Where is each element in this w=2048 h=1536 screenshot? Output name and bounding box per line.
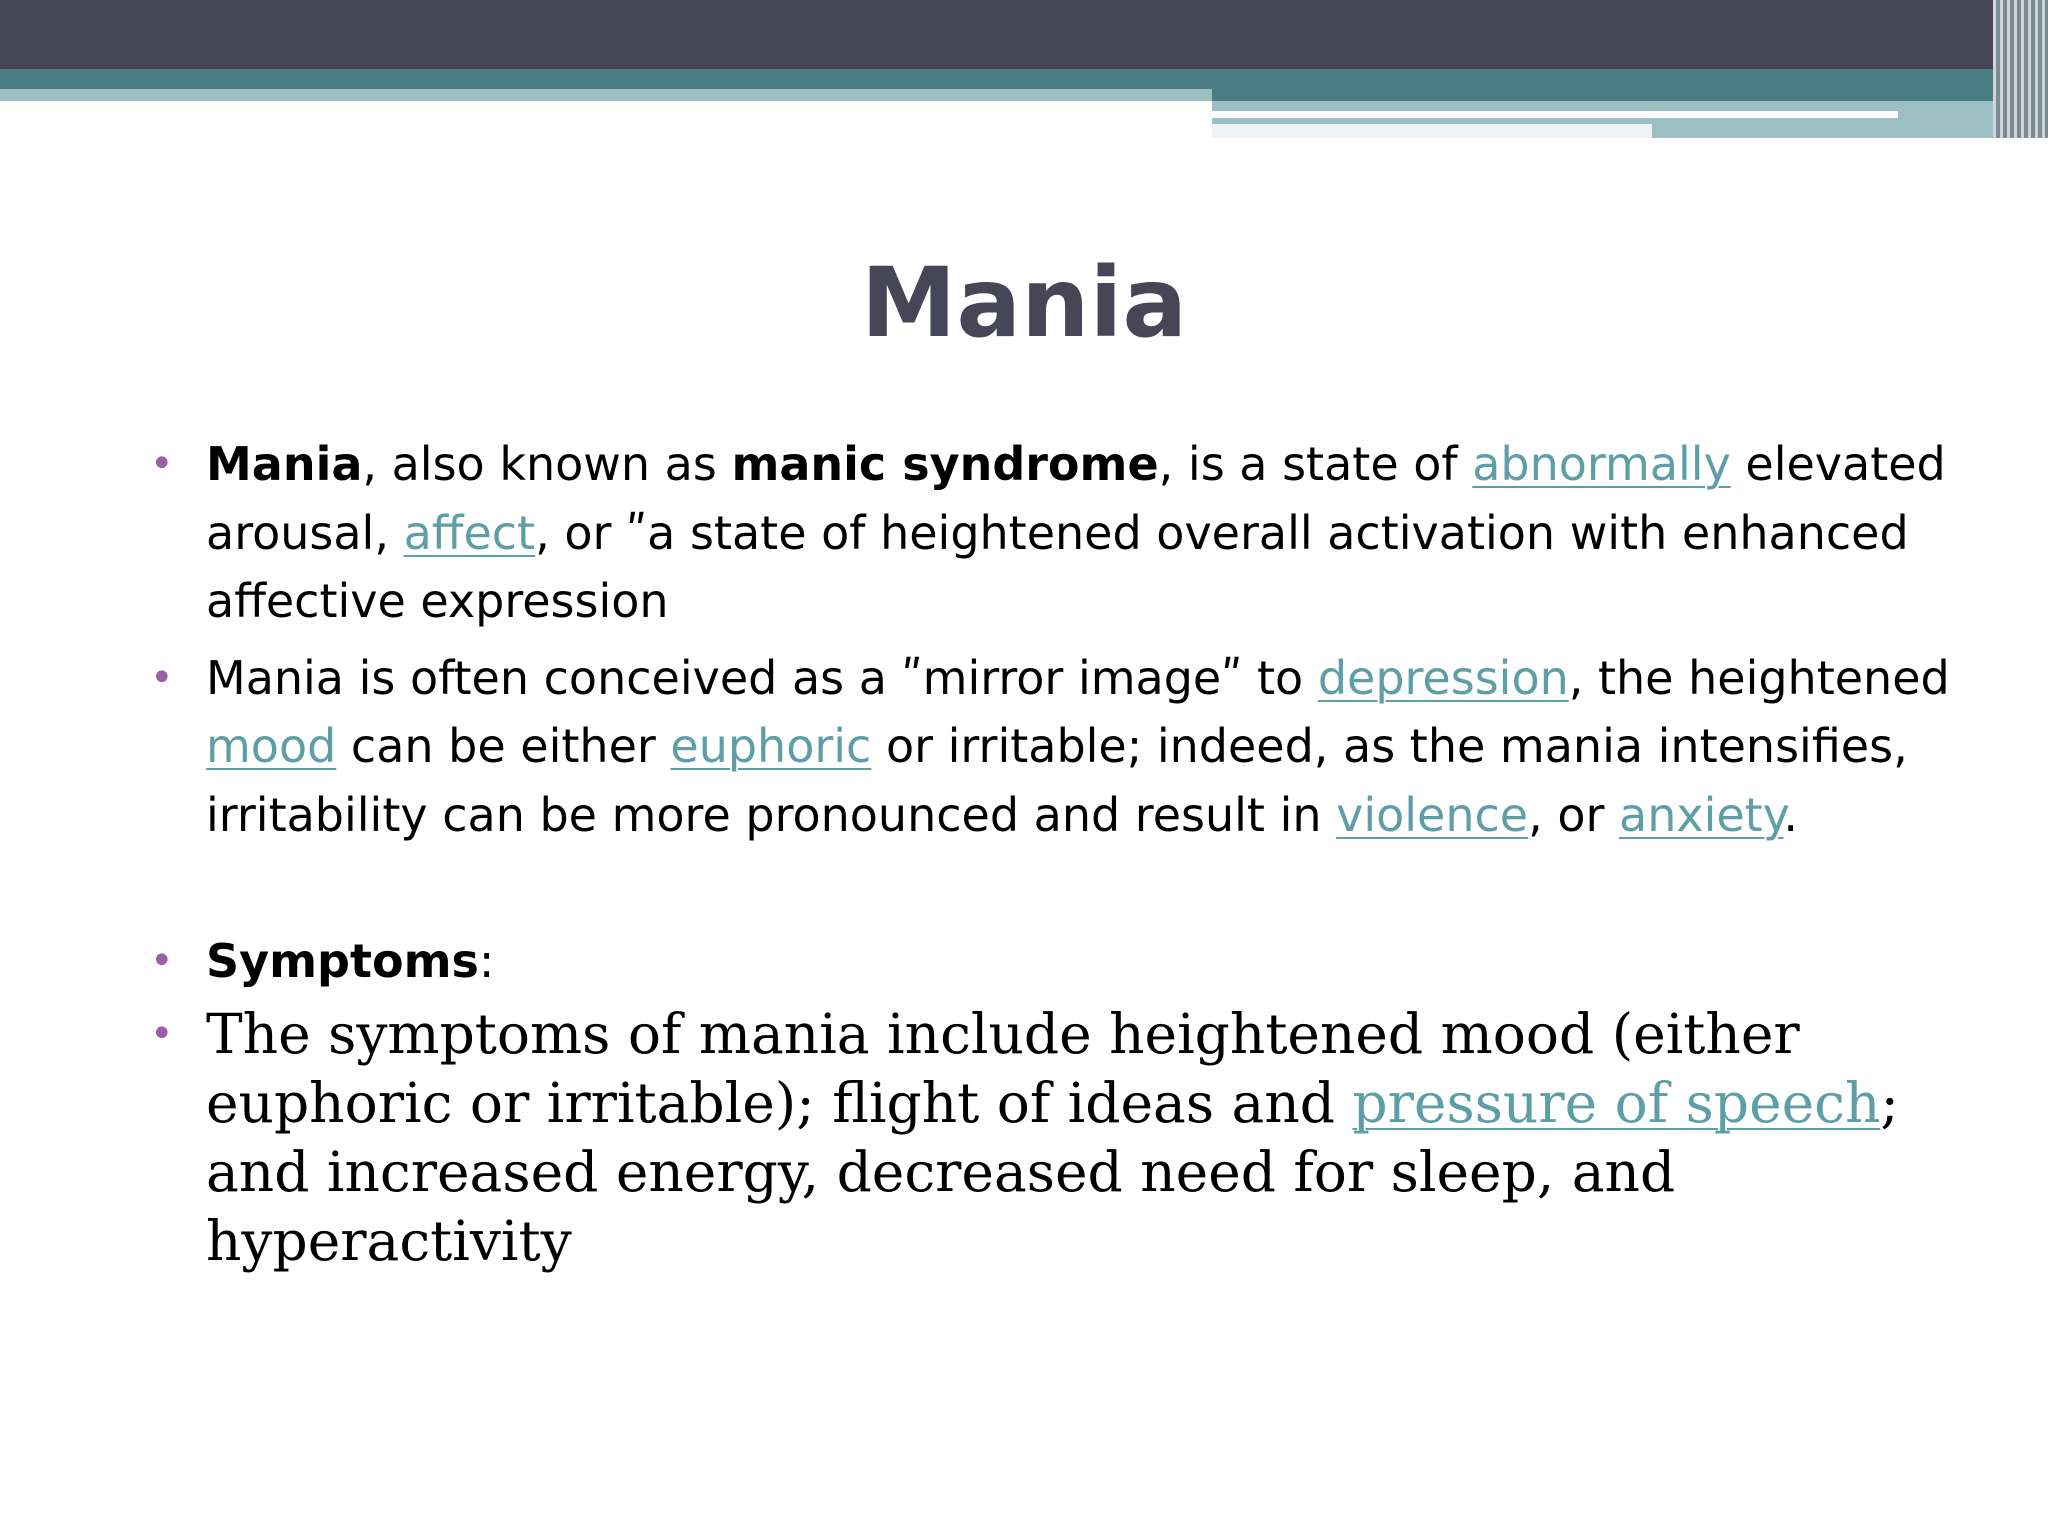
link-violence[interactable]: violence [1336,787,1529,842]
slide-body [150,430,1950,1284]
bullet-item [150,1000,1950,1276]
bullet-text: ; and increased energy, decreased need for sleep, and hyperactivity [206,1070,1899,1273]
header-bar-dark [0,0,2048,69]
bullet-text: The symptoms of mania include heightened mood (either euphoric or irritable); flight of ideas and [206,1001,1800,1135]
bullet-text: : [478,934,495,988]
slide-title: Mania [860,247,1188,359]
bullet-item [150,927,1950,996]
bullet-text: Mania is often conceived as a ʺmirror imageʺ to [206,650,1318,705]
bullet-dot-icon: • [150,1010,174,1057]
bullet-text: , or [1528,787,1620,842]
bullet-text: can be either [336,719,671,773]
bullet-dot-icon: • [150,654,174,701]
header-bar-teal-right [1212,89,2048,101]
bullet-item [150,644,1950,850]
header-bar-teal [0,69,2048,89]
header-line-white [1212,111,1898,118]
bullet-text: elevated arousal, [206,437,1946,560]
bullet-text: , or ʺ​a state of heightened overall activation with enhanced affective expression [206,505,1909,628]
link-euphoric[interactable]: euphoric [670,719,872,773]
bullet-text: . [1783,787,1799,842]
link-mood[interactable]: mood [206,719,337,773]
link-affect[interactable]: affect [403,505,536,560]
bullet-dot-icon: • [150,938,174,984]
bullet-item [150,430,1950,636]
bullet-text: , is a state of [1158,437,1473,491]
header-bar-light [0,89,1212,101]
bullet-text: or irritable; indeed, as the mania intensifies, irritability can be more pronounced and result in [206,719,1908,842]
link-anxiety[interactable]: anxiety [1619,787,1784,842]
term-symptoms: Symptoms [206,934,479,988]
header-block-white [1212,124,1652,138]
term-manic-syndrome: manic syndrome [731,437,1159,491]
bullet-text: , also known as [362,437,732,491]
header-stripes [1993,0,2048,138]
term-mania: Mania [206,437,363,491]
link-depression[interactable]: depression [1317,650,1569,705]
bullet-text: , the heightened [1568,650,1950,705]
link-abnormally[interactable]: abnormally [1472,437,1731,491]
link-pressure-of-speech[interactable]: pressure of speech [1352,1070,1881,1135]
bullet-dot-icon: • [150,441,174,487]
